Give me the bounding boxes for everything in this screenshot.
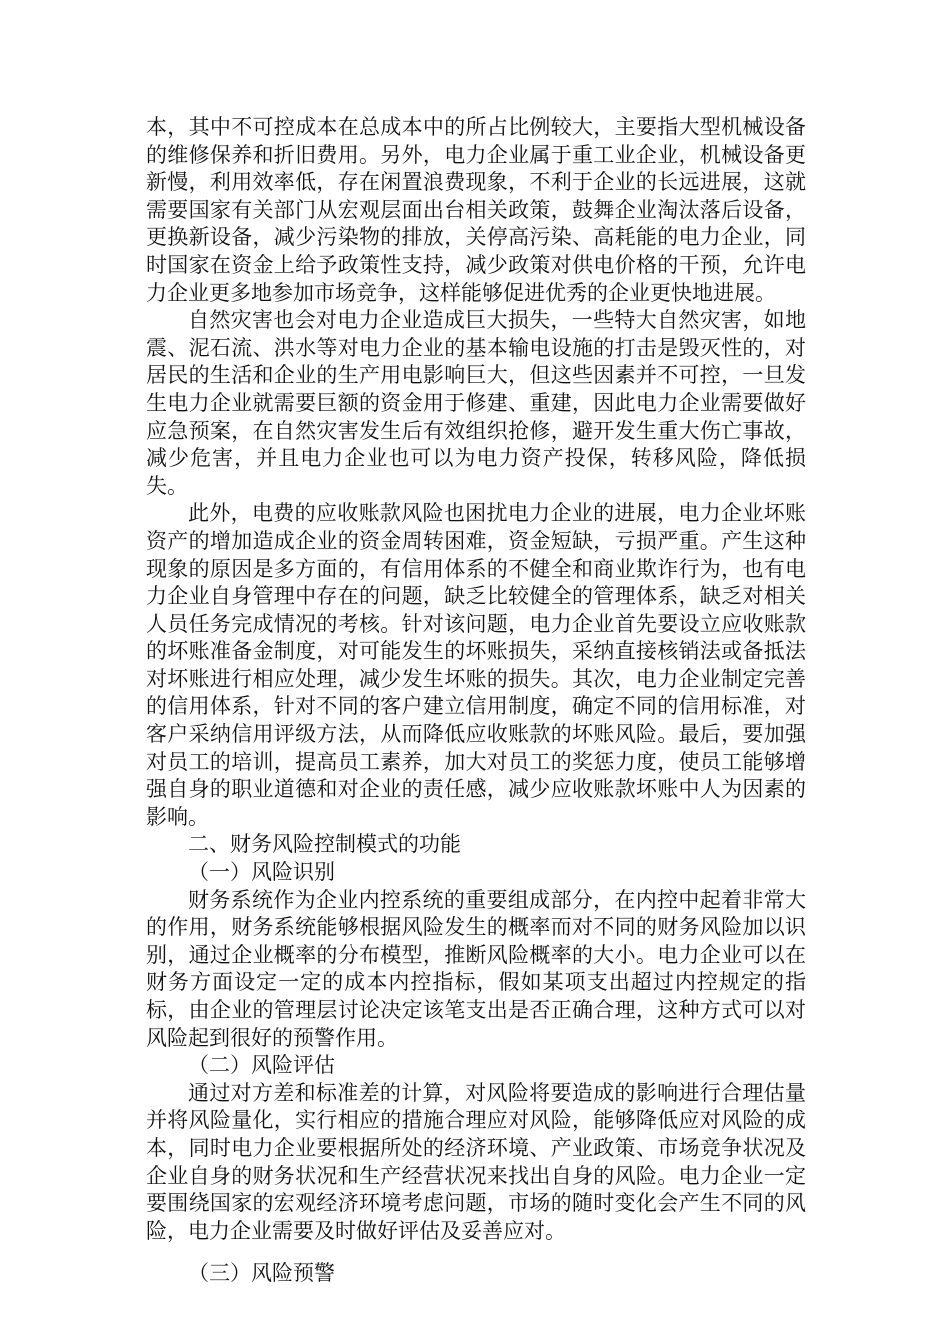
- paragraph-risk-assessment: 通过对方差和标准差的计算，对风险将要造成的影响进行合理估量并将风险量化，实行相应的措施合理应对风险，能够降低应对风险的成本，同时电力企业要根据所处的经济环境、产业政策、市场竞争状况及企业自身的财务状况和生产经营状况来找出自身的风险。电力企业一定要围绕国家的宏观经济环境考虑问题，市场的随时变化会产生不同的风险，电力企业需要及时做好评估及妥善应对。: [146, 1080, 806, 1243]
- subheading-risk-warning: （三）风险预警: [188, 1261, 335, 1286]
- paragraph-cost-continuation: 本，其中不可控成本在总成本中的所占比例较大，主要指大型机械设备的维修保养和折旧费用。另外，电力企业属于重工业企业，机械设备更新慢，利用效率低，存在闲置浪费现象，不利于企业的长远进展，这就需要国家有关部门从宏观层面出台相关政策，鼓舞企业淘汰落后设备，更换新设备，减少污染物的排放，关停高污染、高耗能的电力企业，同时国家在资金上给予政策性支持，减少政策对供电价格的干预，允许电力企业更多地参加市场竞争，这样能够促进优秀的企业更快地进展。: [146, 115, 806, 305]
- section-heading-functions: 二、财务风险控制模式的功能: [188, 832, 461, 857]
- subheading-risk-identification: （一）风险识别: [188, 860, 335, 885]
- paragraph-risk-identification: 财务系统作为企业内控系统的重要组成部分，在内控中起着非常大的作用，财务系统能够根据风险发生的概率而对不同的财务风险加以识别，通过企业概率的分布模型，推断风险概率的大小。电力企业可以在财务方面设定一定的成本内控指标，假如某项支出超过内控规定的指标，由企业的管理层讨论决定该笔支出是否正确合理，这种方式可以对风险起到很好的预警作用。: [146, 887, 806, 1050]
- paragraph-receivables-risk: 此外，电费的应收账款风险也困扰电力企业的进展，电力企业坏账资产的增加造成企业的资金周转困难，资金短缺，亏损严重。产生这种现象的原因是多方面的，有信用体系的不健全和商业欺诈行为，也有电力企业自身管理中存在的问题，缺乏比较健全的管理体系，缺乏对相关人员任务完成情况的考核。针对该问题，电力企业首先要设立应收账款的坏账准备金制度，对可能发生的坏账损失，采纳直接核销法或备抵法对坏账进行相应处理，减少发生坏账的损失。其次，电力企业制定完善的信用体系，针对不同的客户建立信用制度，确定不同的信用标准，对客户采纳信用评级方法，从而降低应收账款的坏账风险。最后，要加强对员工的培训，提高员工素养，加大对员工的奖惩力度，使员工能够增强自身的职业道德和对企业的责任感，减少应收账款坏账中人为因素的影响。: [146, 501, 806, 829]
- paragraph-natural-disaster: 自然灾害也会对电力企业造成巨大损失，一些特大自然灾害，如地震、泥石流、洪水等对电力企业的基本输电设施的打击是毁灭性的，对居民的生活和企业的生产用电影响巨大，但这些因素并不可控，一旦发生电力企业就需要巨额的资金用于修建、重建，因此电力企业需要做好应急预案，在自然灾害发生后有效组织抢修，避开发生重大伤亡事故，减少危害，并且电力企业也可以为电力资产投保，转移风险，降低损失。: [146, 308, 806, 498]
- subheading-risk-assessment: （二）风险评估: [188, 1053, 335, 1078]
- document-body: [146, 114, 806, 1288]
